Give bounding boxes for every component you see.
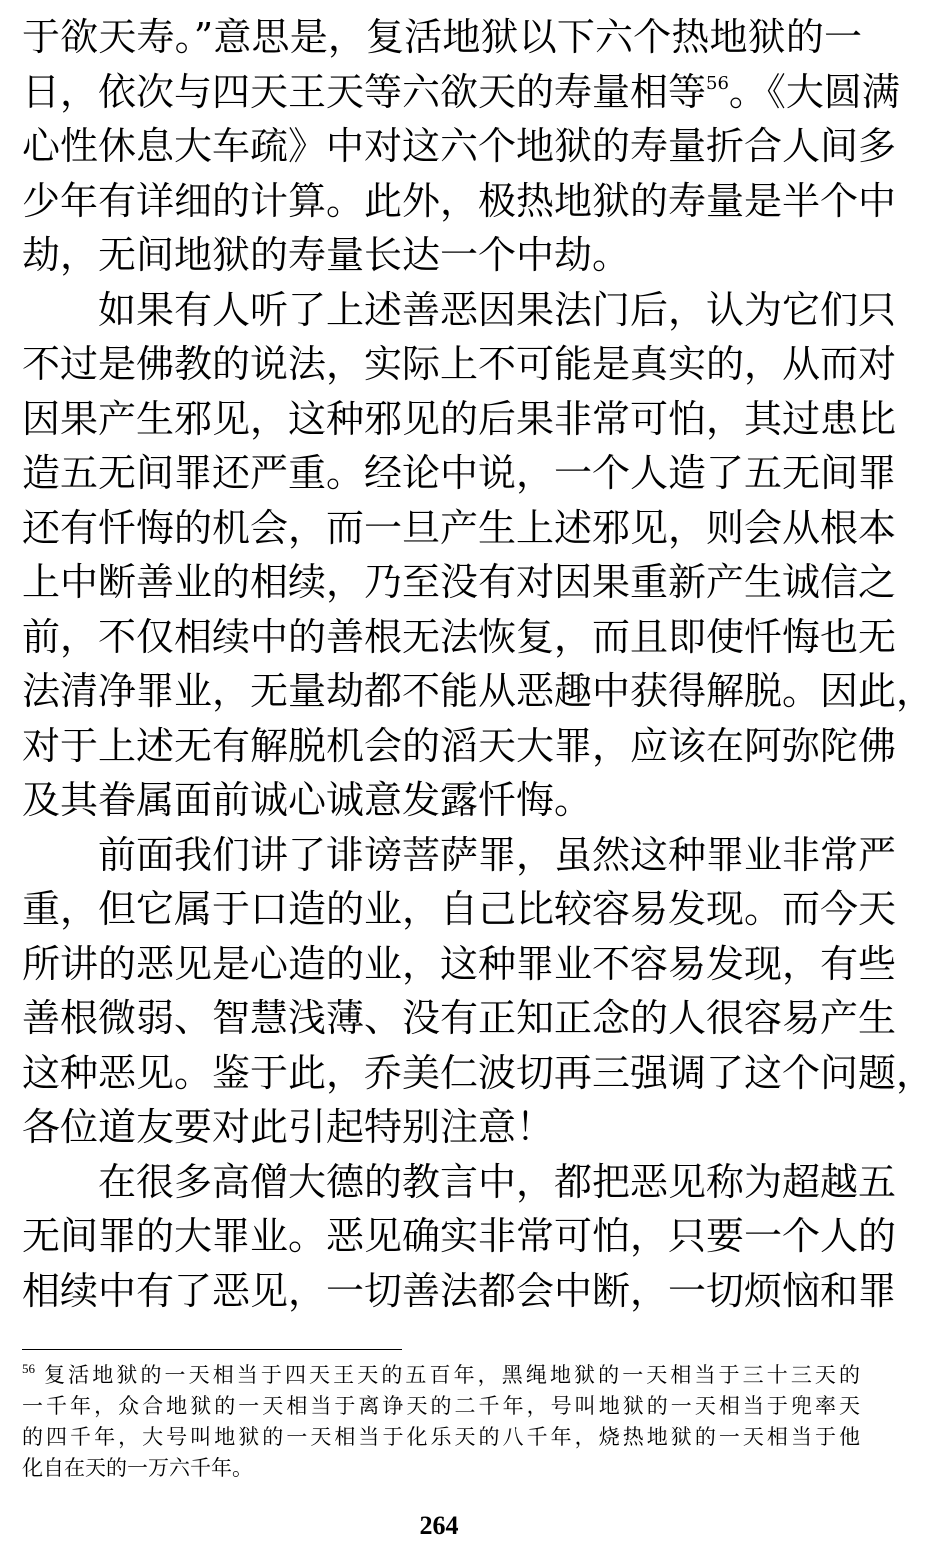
- body-line: 所讲的恶见是心造的业，这种罪业不容易发现，有些: [22, 941, 897, 986]
- body-line: 劫，无间地狱的寿量长达一个中劫。: [22, 233, 631, 277]
- paragraph-first-line: 如果有人听了上述善恶因果法门后，认为它们只: [98, 287, 897, 332]
- body-line: 心性休息大车疏》中对这六个地狱的寿量折合人间多: [22, 124, 897, 168]
- body-text: [22, 10, 934, 1318]
- body-line: 上中断善业的相续，乃至没有对因果重新产生诚信之: [22, 560, 897, 604]
- footnote-separator: [22, 1349, 402, 1350]
- footnote-line-text: 复活地狱的一天相当于四天王天的五百年，黑绳地狱的一天相当于三十三天的: [41, 1363, 860, 1387]
- body-line: 善根微弱、智慧浅薄、没有正知正念的人很容易产生: [22, 996, 897, 1040]
- paragraph-first-line: 在很多高僧大德的教言中，都把恶见称为超越五: [98, 1159, 897, 1204]
- footnote-line: [22, 1360, 860, 1391]
- body-line: 及其眷属面前诚心诚意发露忏悔。: [22, 778, 593, 822]
- body-line: 无间罪的大罪业。恶见确实非常可怕，只要一个人的: [22, 1214, 897, 1258]
- body-line: [22, 65, 900, 120]
- body-line: 少年有详细的计算。此外，极热地狱的寿量是半个中: [22, 178, 897, 223]
- body-line: 各位道友要对此引起特别注意！: [22, 1105, 555, 1149]
- page-number: 264: [419, 1511, 459, 1540]
- paragraph-first-line: 前面我们讲了诽谤菩萨罪，虽然这种罪业非常严: [98, 832, 897, 877]
- body-line: 不过是佛教的说法，实际上不可能是真实的，从而对: [22, 342, 897, 386]
- body-line: 法清净罪业，无量劫都不能从恶趣中获得解脱。因此，: [22, 669, 934, 713]
- footnote-line: 的四千年，大号叫地狱的一天相当于化乐天的八千年，烧热地狱的一天相当于他: [22, 1425, 860, 1449]
- footnote: [22, 1360, 860, 1484]
- body-line: 重，但它属于口造的业，自己比较容易发现。而今天: [22, 887, 897, 931]
- body-line: 造五无间罪还严重。经论中说，一个人造了五无间罪: [22, 451, 897, 495]
- footnote-mark: 56: [22, 1361, 35, 1376]
- body-line: 还有忏悔的机会，而一旦产生上述邪见，则会从根本: [22, 505, 897, 550]
- footnote-line: 一千年，众合地狱的一天相当于离诤天的二千年，号叫地狱的一天相当于兜率天: [22, 1394, 860, 1418]
- footnote-line: 化自在天的一万六千年。: [22, 1456, 253, 1480]
- body-line: 对于上述无有解脱机会的滔天大罪，应该在阿弥陀佛: [22, 723, 897, 768]
- body-line: 前，不仅相续中的善根无法恢复，而且即使忏悔也无: [22, 614, 897, 659]
- body-line-text: 。《大圆满: [728, 69, 900, 114]
- footnote-reference[interactable]: 56: [706, 72, 729, 94]
- body-line-text: 日，依次与四天王天等六欲天的寿量相等: [22, 69, 707, 114]
- body-line: 这种恶见。鉴于此，乔美仁波切再三强调了这个问题，: [22, 1050, 934, 1095]
- body-line: 因果产生邪见，这种邪见的后果非常可怕，其过患比: [22, 396, 897, 441]
- body-line: 相续中有了恶见，一切善法都会中断，一切烦恼和罪: [22, 1268, 897, 1313]
- body-line: 于欲天寿。”意思是，复活地狱以下六个热地狱的一: [22, 15, 862, 59]
